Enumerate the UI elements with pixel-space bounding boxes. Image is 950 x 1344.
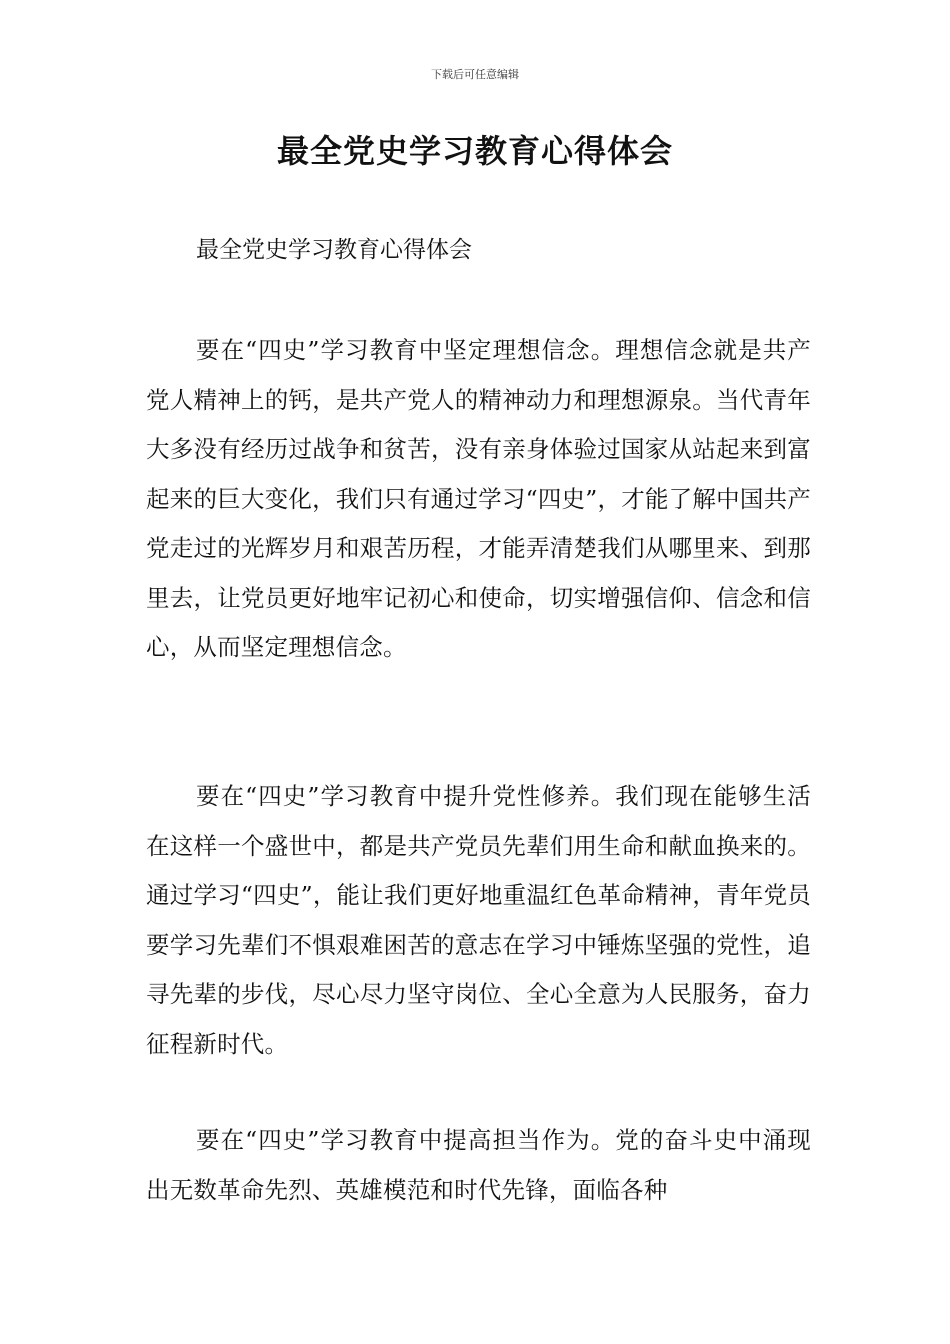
paragraph-ideals: 要在“四史”学习教育中坚定理想信念。理想信念就是共产党人精神上的钙，是共产党人的精神动力和理想源泉。当代青年大多没有经历过战争和贫苦，没有亲身体验过国家从站起来到富起来的巨大变化，我们只有通过学习“四史”，才能了解中国共产党走过的光辉岁月和艰苦历程，才能弄清楚我们从哪里来、到那里去，让党员更好地牢记初心和使命，切实增强信仰、信念和信心，从而坚定理想信念。 <box>146 336 811 661</box>
header-note: 下载后可任意编辑 <box>431 68 519 81</box>
document-subtitle: 最全党史学习教育心得体会 <box>196 237 472 263</box>
paragraph-party-spirit: 要在“四史”学习教育中提升党性修养。我们现在能够生活在这样一个盛世中，都是共产党员先辈们用生命和献血换来的。通过学习“四史”，能让我们更好地重温红色革命精神，青年党员要学习先辈们不惧艰难困苦的意志在学习中锤炼坚强的党性，追寻先辈的步伐，尽心尽力坚守岗位、全心全意为人民服务，奋力征程新时代。 <box>146 782 811 1058</box>
document-title: 最全党史学习教育心得体会 <box>276 132 673 170</box>
paragraph-responsibility: 要在“四史”学习教育中提高担当作为。党的奋斗史中涌现出无数革命先烈、英雄模范和时代先锋，面临各种 <box>146 1126 811 1204</box>
